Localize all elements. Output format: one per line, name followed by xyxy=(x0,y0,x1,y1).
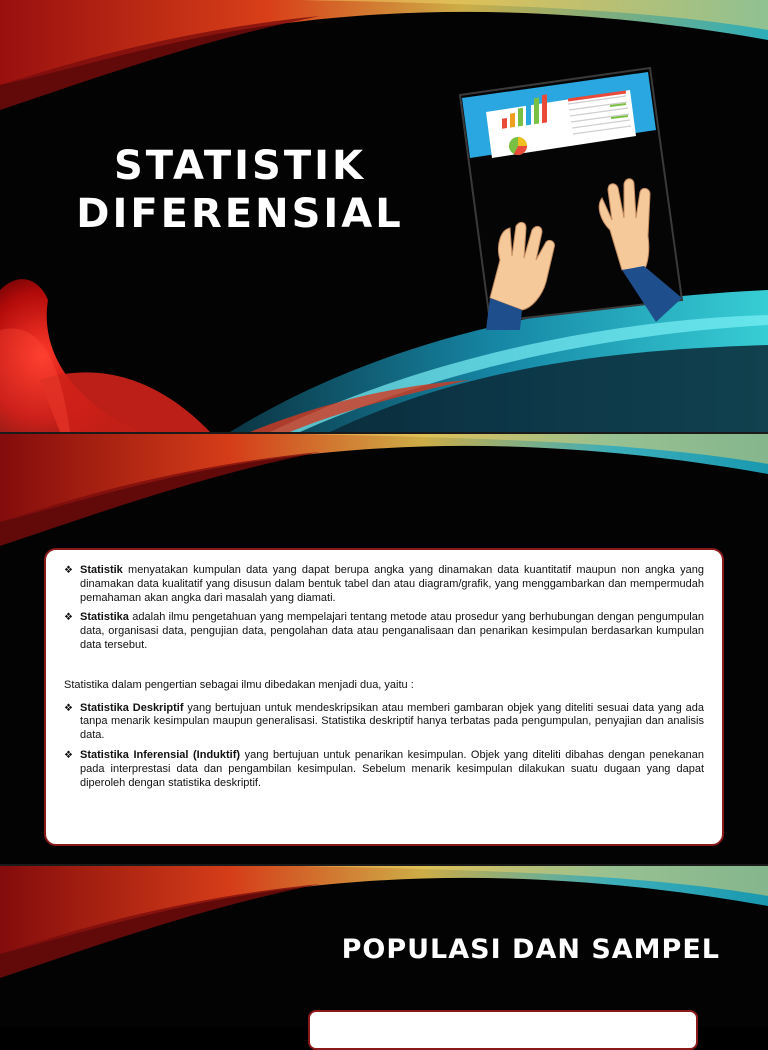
bullet-statistik xyxy=(64,564,704,605)
bullet-inferensial xyxy=(64,749,704,790)
diamond-bullet-icon: ❖ xyxy=(64,612,73,624)
bullet-text: adalah ilmu pengetahuan yang mempelajari tentang metode atau prosedur yang berhubungan dengan pengumpulan data, organisasi data, pengujian data, pengolahan data atau penganalisaan dan penarikan kesimpulan berdasarkan kumpulan data tersebut. xyxy=(80,611,704,651)
title-line-2: DIFERENSIAL xyxy=(76,191,404,237)
bullet-text: menyatakan kumpulan data yang dapat berupa angka yang dinamakan data kuantitatif maupun non angka yang dinamakan data kualitatif yang disusun dalam bentuk tabel dan atau diagram/grafik, yang menggambarkan dan mempermudah pemahaman akan angka dari masalah yang diamati. xyxy=(80,564,704,604)
bullet-term: Statistika xyxy=(80,611,129,624)
diamond-bullet-icon: ❖ xyxy=(64,749,73,761)
diamond-bullet-icon: ❖ xyxy=(64,565,73,576)
laptop-illustration xyxy=(450,60,690,330)
intro-text: Statistika dalam pengertian sebagai ilmu dibedakan menjadi dua, yaitu : xyxy=(64,678,414,691)
bullet-deskriptif xyxy=(64,702,704,743)
title-line-1: STATISTIK xyxy=(114,143,366,189)
bullet-text: yang bertujuan untuk mendeskripsikan atau memberi gambaran objek yang diteliti sesuai data yang ada tanpa menarik kesimpulan maupun generalisasi. Statistika deskriptif hanya terbatas pada pengumpulan, penyajian dan analisis data. xyxy=(80,701,704,742)
populasi-heading: POPULASI DAN SAMPEL xyxy=(341,934,720,965)
bullet-statistika xyxy=(64,611,704,652)
bullet-term: Statistika Inferensial (Induktif) xyxy=(80,748,241,761)
bullet-term: Statistik xyxy=(80,564,123,576)
bullet-text: yang bertujuan untuk penarikan kesimpulan. Objek yang diteliti dibahas dengan penekanan pada interprestasi data dan pengambilan kesimpulan. Sebelum menarik kesimpulan dilakukan suatu dugaan yang dapat diperoleh dengan statistika deskriptif. xyxy=(80,748,704,789)
bullet-term: Statistika Deskriptif xyxy=(80,701,184,714)
populasi-content-card xyxy=(308,1010,698,1050)
diamond-bullet-icon: ❖ xyxy=(64,702,73,714)
slide-title xyxy=(0,0,768,432)
pengertian-content-card xyxy=(44,548,724,846)
slide-title-heading xyxy=(60,142,420,238)
